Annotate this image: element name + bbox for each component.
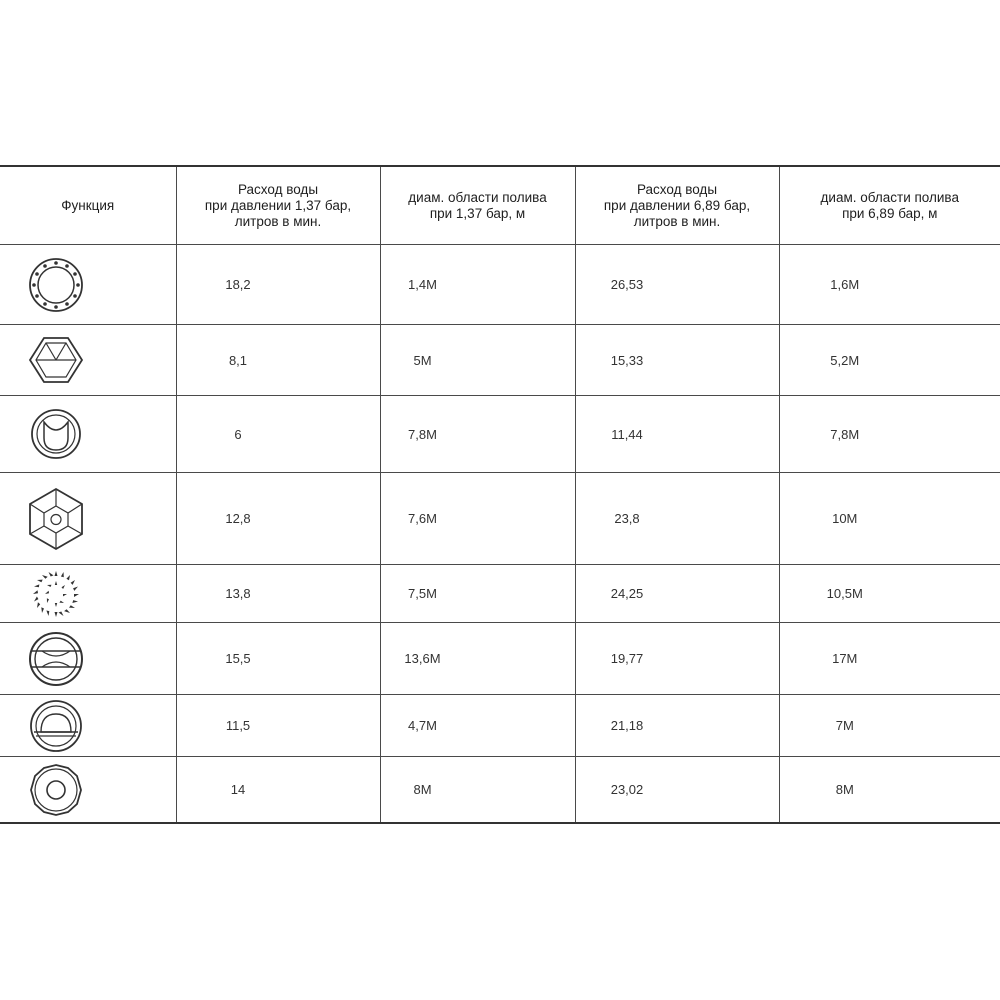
diam-689-cell: [779, 695, 1000, 757]
diam-689-value: 7М: [835, 718, 854, 733]
function-cell: [0, 396, 176, 473]
header-line: при 1,37 бар, м: [429, 205, 526, 221]
flow-689-value: 24,25: [610, 586, 644, 601]
flow-689-cell: [575, 623, 779, 695]
table-row: [0, 325, 1000, 396]
header-line: литров в мин.: [633, 213, 721, 229]
diam-137-cell: [380, 396, 575, 473]
diam-689-cell: [779, 757, 1000, 824]
diam-137-value: 8М: [413, 782, 432, 797]
header-line: литров в мин.: [234, 213, 322, 229]
table-row: [0, 473, 1000, 565]
flow-689-cell: [575, 473, 779, 565]
function-cell: [0, 757, 176, 824]
diam-137-cell: [380, 757, 575, 824]
half-dome-spray-icon: [26, 698, 86, 754]
header-line: при давлении 6,89 бар,: [603, 197, 751, 213]
header-line: Расход воды: [636, 181, 718, 197]
diam-689-cell: [779, 325, 1000, 396]
diam-689-value: 10,5М: [826, 586, 863, 601]
function-cell: [0, 245, 176, 325]
circle-band-spray-icon: [26, 629, 86, 689]
header-line: диам. области полива: [820, 189, 959, 205]
diam-137-cell: [380, 623, 575, 695]
diam-689-value: 8М: [835, 782, 854, 797]
diam-137-cell: [380, 695, 575, 757]
flow-137-value: 8,1: [228, 352, 248, 368]
diam-689-cell: [779, 245, 1000, 325]
diam-137-value: 5М: [413, 352, 432, 368]
spray-spec-table: [0, 165, 1000, 824]
diam-689-cell: [779, 623, 1000, 695]
flow-689-value: 15,33: [610, 352, 644, 368]
table-row: [0, 623, 1000, 695]
diam-689-value: 7,8М: [830, 426, 860, 442]
header-diam-689: [779, 166, 1000, 245]
flow-137-value: 13,8: [225, 586, 251, 601]
function-cell: [0, 623, 176, 695]
flow-689-cell: [575, 757, 779, 824]
function-cell: [0, 473, 176, 565]
flow-689-value: 26,53: [610, 277, 644, 292]
flow-137-cell: [176, 757, 380, 824]
flow-137-cell: [176, 695, 380, 757]
diam-689-value: 1,6М: [830, 277, 860, 292]
diam-137-cell: [380, 325, 575, 396]
table-row: [0, 245, 1000, 325]
diam-137-cell: [380, 565, 575, 623]
diam-689-value: 17М: [832, 651, 858, 666]
diam-137-cell: [380, 245, 575, 325]
flow-689-value: 11,44: [611, 426, 643, 442]
flow-689-value: 23,8: [614, 511, 640, 526]
ring-spray-icon: [26, 762, 86, 818]
header-line: Расход воды: [237, 181, 319, 197]
table-row: [0, 695, 1000, 757]
function-cell: [0, 325, 176, 396]
flow-137-value: 14: [230, 782, 246, 797]
function-cell: [0, 565, 176, 623]
flow-137-value: 12,8: [225, 511, 251, 526]
flow-689-value: 21,18: [610, 718, 644, 733]
diam-137-value: 7,5М: [408, 586, 437, 601]
header-line: Функция: [61, 197, 115, 213]
diam-137-cell: [380, 473, 575, 565]
u-shape-spray-icon: [26, 404, 86, 464]
diam-137-value: 7,6М: [408, 511, 437, 526]
flow-137-cell: [176, 325, 380, 396]
diam-689-cell: [779, 396, 1000, 473]
diam-689-value: 5,2М: [830, 352, 860, 368]
ring-dots-spray-icon: [26, 255, 86, 315]
hexagon-cube-spray-icon: [26, 330, 86, 390]
table-row: [0, 757, 1000, 824]
flow-689-cell: [575, 565, 779, 623]
header-function: [0, 166, 176, 245]
diam-137-value: 13,6М: [404, 651, 441, 666]
header-line: диам. области полива: [408, 189, 547, 205]
diam-689-cell: [779, 473, 1000, 565]
table-row: [0, 565, 1000, 623]
flow-137-cell: [176, 565, 380, 623]
flow-689-value: 19,77: [610, 651, 644, 666]
diam-137-value: 4,7М: [408, 718, 437, 733]
flow-137-value: 6: [234, 426, 242, 442]
flow-137-cell: [176, 396, 380, 473]
header-line: при 6,89 бар, м: [842, 205, 938, 221]
table-header-row: [0, 166, 1000, 245]
header-flow-689: [575, 166, 779, 245]
diam-689-value: 10М: [832, 511, 858, 526]
flow-137-cell: [176, 245, 380, 325]
header-flow-137: [176, 166, 380, 245]
diam-689-cell: [779, 565, 1000, 623]
flow-137-cell: [176, 473, 380, 565]
flow-137-value: 15,5: [225, 651, 251, 666]
flow-689-cell: [575, 325, 779, 396]
function-cell: [0, 695, 176, 757]
table-row: [0, 396, 1000, 473]
header-diam-137: [380, 166, 575, 245]
flow-689-cell: [575, 245, 779, 325]
flow-689-value: 23,02: [610, 782, 644, 797]
flow-689-cell: [575, 396, 779, 473]
hexagon-star-spray-icon: [26, 486, 86, 552]
dotted-circle-spray-icon: [26, 569, 86, 619]
header-line: при давлении 1,37 бар,: [204, 197, 352, 213]
diam-137-value: 1,4М: [408, 277, 437, 292]
flow-137-cell: [176, 623, 380, 695]
diam-137-value: 7,8М: [408, 426, 437, 442]
flow-137-value: 11,5: [225, 718, 251, 733]
flow-689-cell: [575, 695, 779, 757]
flow-137-value: 18,2: [225, 277, 251, 292]
